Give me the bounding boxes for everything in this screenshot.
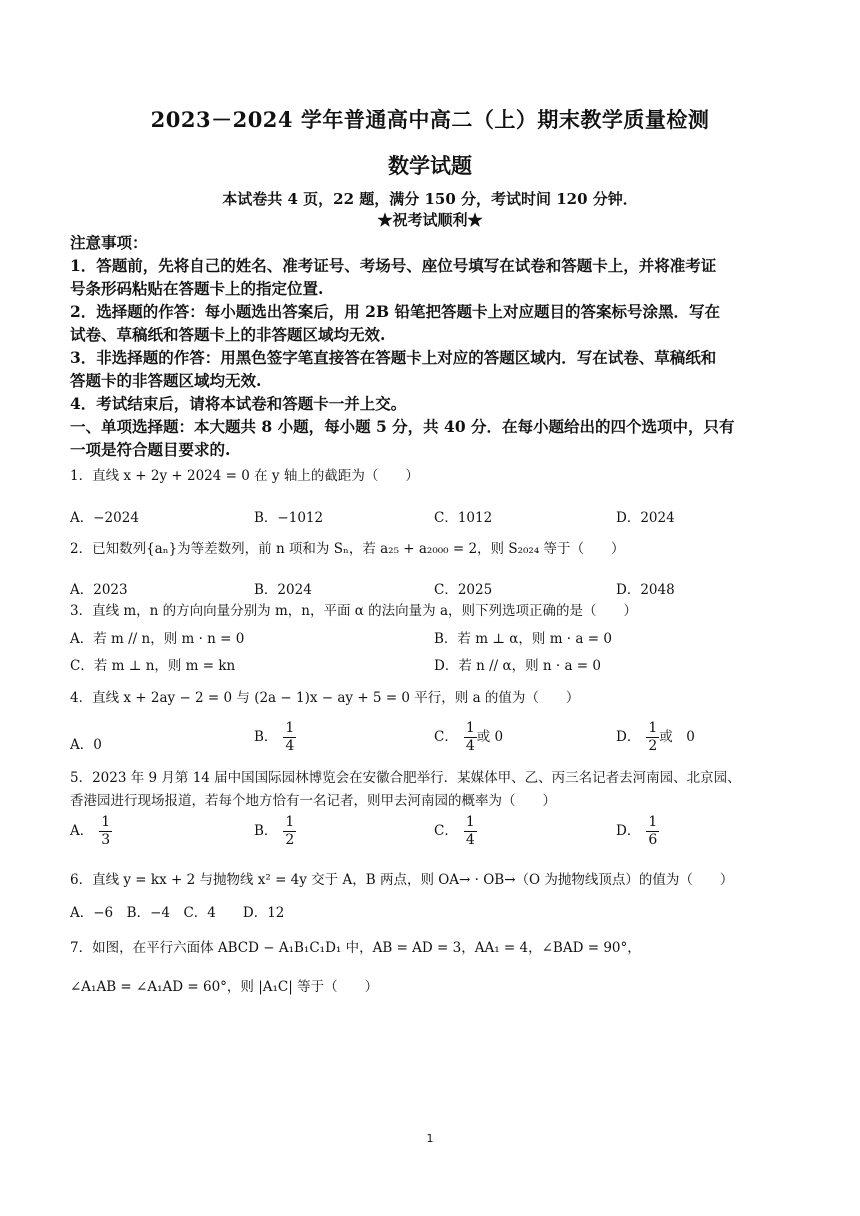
question-2-options <box>70 578 800 600</box>
good-luck-line: ★祝考试顺利★ <box>377 211 483 229</box>
option-a: A．2023 <box>70 582 128 598</box>
note-line: 4．考试结束后，请将本试卷和答题卡一并上交。 <box>70 394 407 413</box>
option-c <box>434 814 477 849</box>
question-1-stem: 1．直线 x + 2y + 2024 = 0 在 y 轴上的截距为（ ） <box>70 468 419 484</box>
question-6-options: A．−6 B．−4 C．4 D．12 <box>70 905 285 921</box>
question-5-stem-line2: 香港园进行现场报道，若每个地方恰有一名记者，则甲去河南园的概率为（ ） <box>70 793 556 809</box>
option-suffix: 或 0 <box>476 729 504 745</box>
numerator: 1 <box>101 814 111 830</box>
option-label: B． <box>254 729 278 745</box>
question-7-stem-line2: ∠A₁AB = ∠A₁AD = 60°，则 |A₁C| 等于（ ） <box>70 979 379 995</box>
option-a: A．−2024 <box>70 510 139 526</box>
option-b: B．若 m ⊥ α，则 m · a = 0 <box>434 631 612 647</box>
denominator: 4 <box>285 738 295 754</box>
option-label: C． <box>434 729 458 745</box>
option-label: B． <box>254 823 278 839</box>
denominator: 2 <box>648 738 658 754</box>
option-suffix: 或 0 <box>659 729 695 745</box>
exam-title: 2023－2024 学年普通高中高二（上）期末教学质量检测 <box>150 107 710 132</box>
fraction <box>464 720 477 755</box>
denominator: 2 <box>285 832 295 848</box>
option-a: A．0 <box>70 737 102 753</box>
question-3-options-row2 <box>70 654 800 676</box>
numerator: 1 <box>285 814 295 830</box>
fraction <box>283 720 296 755</box>
fraction <box>646 814 659 849</box>
question-1-options <box>70 506 800 528</box>
question-4-options <box>70 718 800 764</box>
note-line: 1．答题前，先将自己的姓名、准考证号、考场号、座位号填写在试卷和答题卡上，并将准考证 <box>70 256 717 275</box>
option-c: C．若 m ⊥ n，则 m = kn <box>70 658 236 674</box>
note-line: 3．非选择题的作答：用黑色签字笔直接答在答题卡上对应的答题区域内．写在试卷、草稿纸和 <box>70 348 717 367</box>
question-4-stem: 4．直线 x + 2ay − 2 = 0 与 (2a − 1)x − ay + 5 = 0 平行，则 a 的值为（ ） <box>70 690 580 706</box>
denominator: 4 <box>465 832 475 848</box>
notes-block <box>70 231 795 461</box>
option-label: D． <box>616 729 641 745</box>
note-line: 号条形码粘贴在答题卡上的指定位置. <box>70 279 324 298</box>
numerator: 1 <box>465 814 475 830</box>
page-number: 1 <box>426 1132 434 1145</box>
option-b <box>254 814 296 849</box>
fraction <box>283 814 296 849</box>
numerator: 1 <box>648 814 658 830</box>
option-d <box>616 814 659 849</box>
question-7-stem-line1: 7．如图，在平行六面体 ABCD − A₁B₁C₁D₁ 中，AB = AD = 3，AA₁ = 4，∠BAD = 90°， <box>70 940 641 956</box>
note-line: 答题卡的非答题区域均无效. <box>70 371 262 390</box>
section-heading: 一、单项选择题：本大题共 8 小题，每小题 5 分，共 40 分．在每小题给出的四个选项中，只有 <box>70 417 735 436</box>
option-label: A． <box>70 823 94 839</box>
notes-heading: 注意事项： <box>70 233 148 252</box>
option-b <box>254 720 296 755</box>
option-a <box>70 814 112 849</box>
numerator: 1 <box>285 720 295 736</box>
option-d <box>616 720 695 755</box>
question-5-stem-line1: 5．2023 年 9 月第 14 届中国国际园林博览会在安徽合肥举行．某媒体甲、乙、丙三名记者去河南园、北京园、 <box>70 770 741 786</box>
denominator: 4 <box>465 738 475 754</box>
question-3-options-row1 <box>70 627 800 649</box>
option-d: D．若 n // α，则 n · a = 0 <box>434 658 601 674</box>
option-label: D． <box>616 823 641 839</box>
numerator: 1 <box>648 720 658 736</box>
section-heading: 一项是符合题目要求的. <box>70 440 231 459</box>
denominator: 6 <box>648 832 658 848</box>
question-2-stem: 2．已知数列{aₙ}为等差数列，前 n 项和为 Sₙ，若 a₂₅ + a₂₀₀₀ = 2，则 S₂₀₂₄ 等于（ ） <box>70 541 625 557</box>
note-line: 2．选择题的作答：每小题选出答案后，用 2B 铅笔把答题卡上对应题目的答案标号涂黑．写在 <box>70 302 720 321</box>
question-3-stem: 3．直线 m，n 的方向向量分别为 m，n，平面 α 的法向量为 a，则下列选项正确的是（ ） <box>70 603 637 619</box>
option-c: C．1012 <box>434 510 493 526</box>
option-b: B．−1012 <box>254 510 324 526</box>
option-d: D．2048 <box>616 582 675 598</box>
option-a: A．若 m // n，则 m · n = 0 <box>70 631 245 647</box>
denominator: 3 <box>101 832 111 848</box>
option-label: C． <box>434 823 458 839</box>
question-6-stem: 6．直线 y = kx + 2 与抛物线 x² = 4y 交于 A，B 两点，则 OA→ · OB→（O 为抛物线顶点）的值为（ ） <box>70 872 734 888</box>
option-b: B．2024 <box>254 582 312 598</box>
fraction <box>99 814 112 849</box>
question-5-options <box>70 812 800 858</box>
exam-info: 本试卷共 4 页，22 题，满分 150 分，考试时间 120 分钟． <box>222 190 638 208</box>
option-c <box>434 720 503 755</box>
fraction <box>464 814 477 849</box>
note-line: 试卷、草稿纸和答题卡上的非答题区域均无效. <box>70 325 386 344</box>
subject-title: 数学试题 <box>388 153 472 178</box>
fraction <box>646 720 659 755</box>
option-d: D．2024 <box>616 510 675 526</box>
numerator: 1 <box>465 720 475 736</box>
option-c: C．2025 <box>434 582 493 598</box>
